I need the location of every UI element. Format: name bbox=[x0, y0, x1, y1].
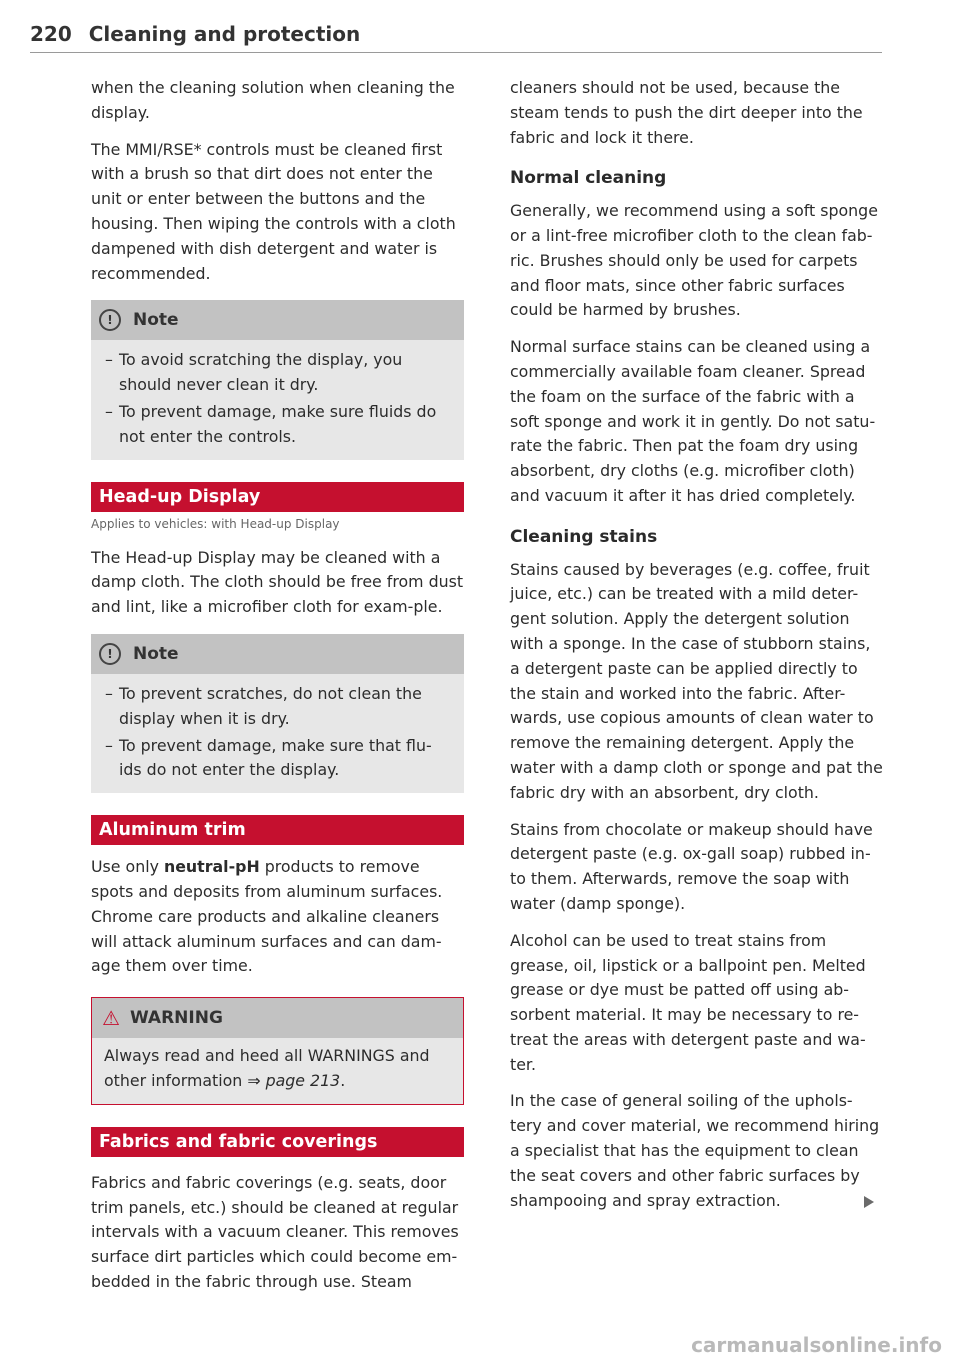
subheading-cleaning-stains: Cleaning stains bbox=[510, 526, 658, 547]
warning-box bbox=[91, 997, 464, 1105]
note-item: – To prevent damage, make sure fluids do not enter the controls. bbox=[105, 400, 450, 450]
paragraph: In the case of general soiling of the uphols-tery and cover material, we recommend hiring a specialist that has the equipment to clean the seat covers and other fabric surfaces by shampooing and spray extraction. bbox=[510, 1091, 880, 1210]
bold-term: neutral-pH bbox=[163, 857, 260, 877]
subheading-normal-cleaning: Normal cleaning bbox=[510, 168, 667, 189]
paragraph: Generally, we recommend using a soft sponge or a lint-free microfiber cloth to the clean fab-ric. Brushes should only be used for carpets and floor mats, since other fabric surfaces could be harmed by brushes. bbox=[510, 201, 878, 320]
note-header bbox=[91, 300, 464, 340]
watermark: carmanualsonline.info bbox=[691, 1333, 942, 1357]
exclamation-circle-icon: ! bbox=[99, 643, 121, 665]
paragraph: Normal surface stains can be cleaned using a commercially available foam cleaner. Spread the foam on the surface of the fabric with a soft sponge and work it in gently. Do not satu-rate the fabric. Then pat the foam dry using absorbent, dry cloths (e.g. microfiber cloth) and vacuum it after it has dried completely. bbox=[510, 337, 876, 505]
text-run: products to remove spots and deposits from aluminum surfaces. Chrome care products and alkaline cleaners will attack aluminum surfaces and can dam-age them over time. bbox=[91, 857, 443, 976]
note-item: – To avoid scratching the display, you should never clean it dry. bbox=[105, 348, 450, 398]
note-box bbox=[91, 300, 464, 459]
text-run: Use only bbox=[91, 857, 164, 877]
paragraph: Stains caused by beverages (e.g. coffee, fruit juice, etc.) can be treated with a mild deter-gent solution. Apply the detergent solution with a sponge. In the case of stubborn stains, a detergent paste can be applied directly to the stain and worked into the fabric. After-wards, use copious amounts of clean water to remove the remaining detergent. Apply the water with a damp cloth or sponge and pat the fabric dry with an absorbent, dry cloth. bbox=[510, 559, 883, 802]
text-run: . bbox=[340, 1070, 346, 1090]
chapter-title: Cleaning and protection bbox=[88, 22, 361, 46]
warning-triangle-icon: ⚠ bbox=[102, 1005, 120, 1030]
warning-label: WARNING bbox=[129, 1007, 223, 1028]
note-header bbox=[91, 634, 464, 674]
note-item: – To prevent damage, make sure that flu-ids do not enter the display. bbox=[105, 734, 450, 784]
exclamation-circle-icon: ! bbox=[99, 309, 121, 331]
note-label: Note bbox=[133, 643, 179, 664]
applies-to: Applies to vehicles: with Head-up Display bbox=[91, 516, 340, 531]
section-title-fabrics: Fabrics and fabric coverings bbox=[91, 1127, 464, 1157]
left-column bbox=[91, 76, 464, 1307]
note-box bbox=[91, 634, 464, 793]
text-run: Always read and heed all WARNINGS and other information bbox=[104, 1046, 430, 1090]
warning-body bbox=[92, 1038, 463, 1104]
paragraph bbox=[91, 855, 464, 979]
right-column bbox=[510, 76, 883, 1225]
section-title-hud: Head-up Display bbox=[91, 482, 464, 512]
paragraph: Fabrics and fabric coverings (e.g. seats, door trim panels, etc.) should be cleaned at regular intervals with a vacuum cleaner. This removes surface dirt particles which could become em-bedded in the fabric through use. Steam bbox=[91, 1172, 459, 1291]
section-title-aluminum: Aluminum trim bbox=[91, 815, 464, 845]
warning-header bbox=[92, 998, 463, 1038]
paragraph: cleaners should not be used, because the steam tends to push the dirt deeper into the fabric and lock it there. bbox=[510, 78, 863, 147]
page-header bbox=[30, 22, 882, 53]
paragraph: when the cleaning solution when cleaning the display. bbox=[91, 78, 455, 122]
note-label: Note bbox=[133, 309, 179, 330]
paragraph: The MMI/RSE* controls must be cleaned first with a brush so that dirt does not enter the unit or enter between the buttons and the housing. Then wiping the controls with a cloth dampened with dish detergent and water is recommended. bbox=[91, 139, 456, 283]
page-link[interactable]: ⇒ page 213 bbox=[247, 1070, 341, 1090]
continue-arrow-icon bbox=[864, 1196, 874, 1208]
paragraph: Stains from chocolate or makeup should have detergent paste (e.g. ox-gall soap) rubbed in-to them. Afterwards, remove the soap with water (damp sponge). bbox=[510, 819, 873, 913]
page-number: 220 bbox=[30, 22, 72, 46]
note-item: – To prevent scratches, do not clean the display when it is dry. bbox=[105, 682, 450, 732]
paragraph: Alcohol can be used to treat stains from grease, oil, lipstick or a ballpoint pen. Melted grease or dye must be patted off using ab-sorbent material. It may be necessary to re-treat the areas with detergent paste and wa-ter. bbox=[510, 930, 866, 1074]
paragraph: The Head-up Display may be cleaned with a damp cloth. The cloth should be free from dust and lint, like a microfiber cloth for exam-ple. bbox=[91, 547, 464, 617]
